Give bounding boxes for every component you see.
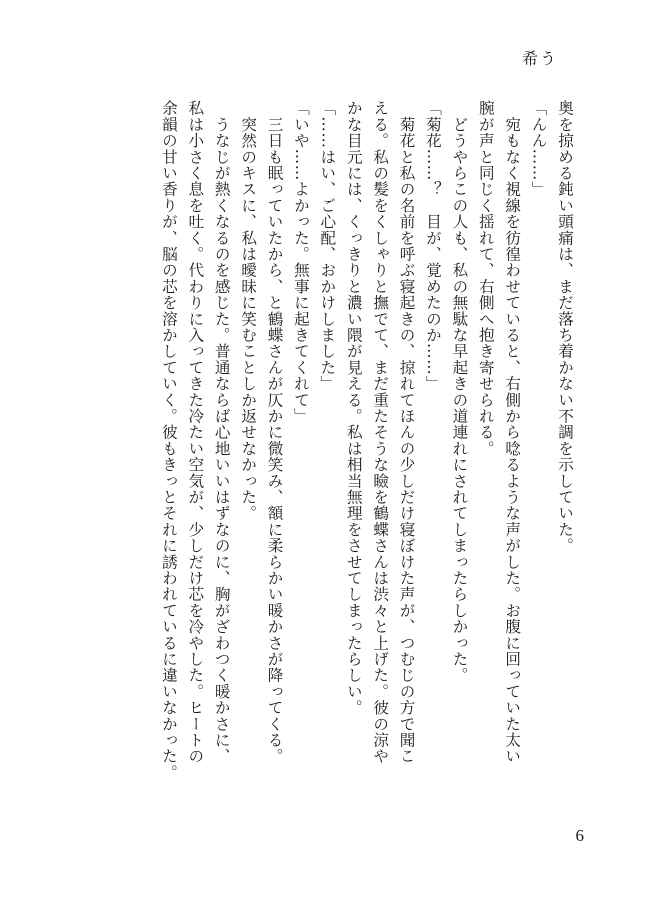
text-line: える。私の髪をくしゃりと撫でて、まだ重たそうな瞼を鶴蝶さんは渋々と上げた。彼の涼や	[371, 100, 390, 765]
text-line: 余韻の甘い香りが、脳の芯を溶かしていく。彼もきっとそれに誘われているに違いなかった。	[159, 100, 178, 781]
page-number: 6	[575, 826, 584, 845]
text-line: 「んん……」	[529, 100, 548, 198]
text-line: 奥を掠める鈍い頭痛は、まだ落ち着かない不調を示していた。	[556, 100, 574, 554]
text-line: 「菊花……？ 目が、覚めたのか……」	[423, 100, 442, 392]
text-line: うなじが熱くなるのを感じた。普通ならば心地いいはずなのに、胸がざわつく暖かさに、	[212, 100, 231, 765]
text-line: 「いや……よかった。無事に起きてくれて」	[291, 100, 310, 424]
text-line: 私は小さく息を吐く。代わりに入ってきた冷たい空気が、少しだけ芯を冷やした。ヒートの	[186, 100, 205, 765]
vertical-text-block	[156, 100, 579, 830]
text-line: 宛もなく視線を彷徨わせていると、右側から唸るような声がした。お腹に回っていた太い	[503, 100, 522, 765]
text-line: 「……はい、ご心配、おかけしました」	[318, 100, 337, 392]
text-line: 腕が声と同じく揺れて、右側へ抱き寄せられる。	[476, 100, 495, 457]
text-line: 菊花と私の名前を呼ぶ寝起きの、掠れてほんの少しだけ寝ぼけた声が、つむじの方で聞こ	[397, 100, 416, 765]
text-line: 突然のキスに、私は曖昧に笑むことしか返せなかった。	[239, 100, 258, 522]
text-line: 三日も眠っていたから、と鶴蝶さんが仄かに微笑み、額に柔らかい暖かさが降ってくる。	[265, 100, 284, 765]
running-title: 希う	[521, 49, 558, 68]
text-line: かな目元には、くっきりと濃い隈が見える。私は相当無理をさせてしまったらしい。	[344, 100, 363, 716]
text-line: どうやらこの人も、私の無駄な早起きの道連れにされてしまったらしかった。	[450, 100, 469, 684]
